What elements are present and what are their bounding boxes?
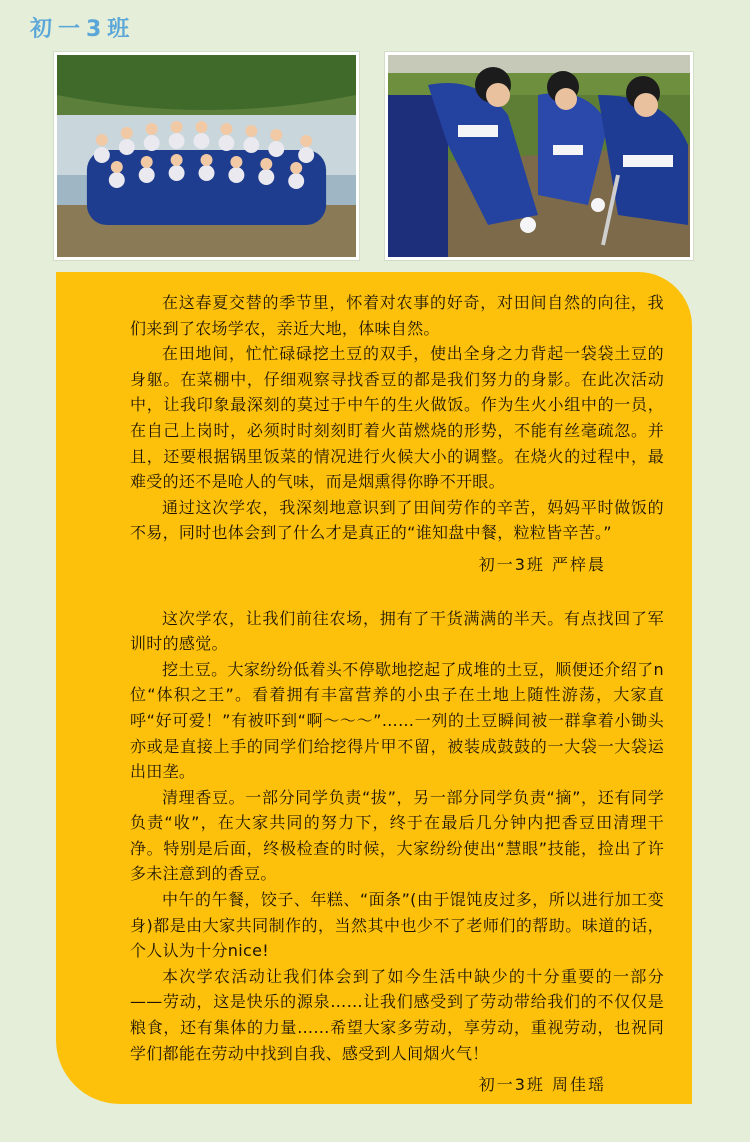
article1-paragraph: 通过这次学农，我深刻地意识到了田间劳作的辛苦，妈妈平时做饭的不易，同时也体会到了什么才是真正的“谁知盘中餐，粒粒皆辛苦。” — [130, 497, 664, 543]
article2-paragraph: 本次学农活动让我们体会到了如今生活中缺少的十分重要的一部分——劳动，这是快乐的源泉……让我们感受到了劳动带给我们的不仅仅是粮食，还有集体的力量……希望大家多劳动，享劳动，重视劳动，也祝同学们都能在劳动中找到自我、感受到人间烟火气！ — [130, 966, 664, 1063]
article2-paragraph: 这次学农，让我们前往农场，拥有了干货满满的半天。有点找回了军训时的感觉。 — [130, 608, 664, 654]
students-digging-photo — [385, 52, 693, 260]
article-panel — [56, 272, 692, 1104]
article2-paragraph: 清理香豆。一部分同学负责“拔”，另一部分同学负责“摘”，还有同学负责“收”，在大家共同的努力下，终于在最后几分钟内把香豆田清理干净。特别是后面，终极检查的时候，大家纷纷使出“慧眼”技能，捡出了许多未注意到的香豆。 — [130, 787, 664, 884]
article2-signature: 初一3班 周佳瑶 — [478, 1075, 606, 1095]
article2-paragraph: 中午的午餐，饺子、年糕、“面条”(由于馄饨皮过多，所以进行加工变身)都是由大家共同制作的，当然其中也少不了老师们的帮助。味道的话，个人认为十分nice! — [130, 890, 664, 961]
article2-paragraph: 挖土豆。大家纷纷低着头不停歇地挖起了成堆的土豆，顺便还介绍了n位“体积之王”。看着拥有丰富营养的小虫子在土地上随性游荡，大家直呼“好可爱！”有被吓到“啊～～～”……一列的土豆瞬间被一群拿着小锄头亦或是直接上手的同学们给挖得片甲不留，被装成鼓鼓的一大袋一大袋运出田垄。 — [130, 659, 664, 782]
class-title: 初一3班 — [30, 17, 136, 42]
article1-signature: 初一3班 严梓晨 — [478, 554, 606, 574]
article1-paragraph: 在田地间，忙忙碌碌挖土豆的双手，使出全身之力背起一袋袋土豆的身躯。在菜棚中，仔细观察寻找香豆的都是我们努力的身影。在此次活动中，让我印象最深刻的莫过于中午的生火做饭。作为生火小组中的一员，在自己上岗时，必须时时刻刻盯着火苗燃烧的形势，不能有丝毫疏忽。并且，还要根据锅里饭菜的情况进行火候大小的调整。在烧火的过程中，最难受的还不是呛人的气味，而是烟熏得你睁不开眼。 — [130, 344, 664, 492]
article1-paragraph: 在这春夏交替的季节里，怀着对农事的好奇，对田间自然的向往，我们来到了农场学农，亲近大地，体味自然。 — [130, 293, 664, 338]
class-group-photo — [54, 52, 359, 260]
